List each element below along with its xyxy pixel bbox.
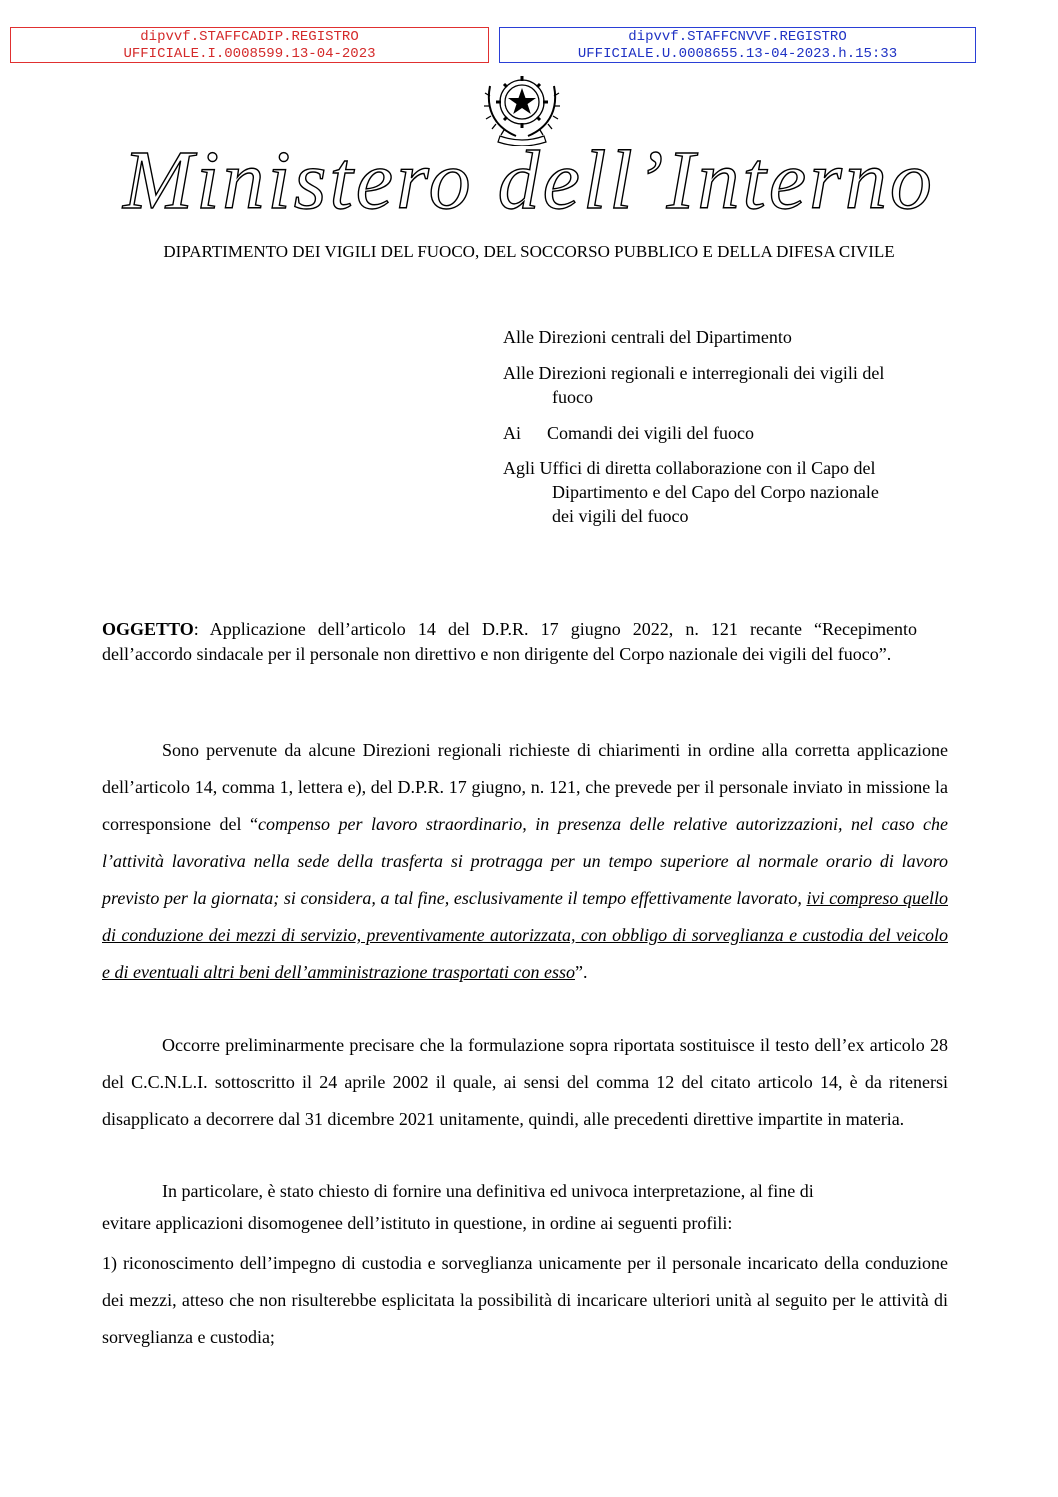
subject-label: OGGETTO <box>102 619 194 639</box>
addressee-direct-offices: Agli Uffici di diretta collaborazione con il Capo del Dipartimento e del Capo del Corpo nazionale dei vigili del fuoco <box>503 458 879 526</box>
subject-text: : Applicazione dell’articolo 14 del D.P.R. 17 giugno 2022, n. 121 recante “Recepimento dell’accordo sindacale per il personale non direttivo e non dirigente del Corpo nazionale dei vigili del fuoco”. <box>102 619 917 664</box>
paragraph-4-list-item-1: 1) riconoscimento dell’impegno di custodia e sorveglianza unicamente per il personale incaricato della conduzione dei mezzi, atteso che non risulterebbe esplicitata la possibilità di incaricare ulteriori unità al seguito per le attività di sorveglianza e custodia; <box>102 1253 948 1347</box>
addressee-fire-commands: Ai Comandi dei vigili del fuoco <box>503 423 754 443</box>
addressee-central-directorates: Alle Direzioni centrali del Dipartimento <box>503 327 792 347</box>
paragraph-2: Occorre preliminarmente precisare che la formulazione sopra riportata sostituisce il testo dell’ex articolo 28 del C.C.N.L.I. sottoscritto il 24 aprile 2002 il quale, ai sensi del comma 12 del citato articolo 14, è da ritenersi disapplicato a decorrere dal 31 dicembre 2021 unitamente, quindi, alle precedenti direttive impartite in materia. <box>102 1035 948 1129</box>
paragraph-1: Sono pervenute da alcune Direzioni regionali richieste di chiarimenti in ordine alla corretta applicazione dell’articolo 14, comma 1, lettera e), del D.P.R. 17 giugno, n. 121, che prevede per il personale inviato in missione la corresponsione del “compenso per lavoro straordinario, in presenza delle relative autorizzazioni, nel caso che l’attività lavorativa nella sede della trasferta si protragga per un tempo superiore al normale orario di lavoro previsto per la giornata; si considera, a tal fine, esclusivamente il tempo effettivamente lavorato, ivi compreso quello di conduzione dei mezzi di servizio, preventivamente autorizzata, con obbligo di sorveglianza e custodia del veicolo e di eventuali altri beni dell’amministrazione trasportati con esso”. <box>102 740 949 982</box>
addressee-regional-directorates: Alle Direzioni regionali e interregionali dei vigili del fuoco <box>503 363 885 407</box>
quoted-provision-underlined: ivi compreso quello di conduzione dei mezzi di servizio, preventivamente autorizzata, con obbligo di sorveglianza e custodia del veicolo e di eventuali altri beni dell’amministrazione trasportati con esso <box>102 888 949 982</box>
outgoing-protocol-stamp <box>499 27 976 63</box>
stamp-out-line1: dipvvf.STAFFCNVVF.REGISTRO <box>628 29 847 45</box>
paragraph-3: In particolare, è stato chiesto di fornire una definitiva ed univoca interpretazione, al fine di evitare applicazioni disomogenee dell’istituto in questione, in ordine ai seguenti profili: <box>102 1181 814 1233</box>
incoming-protocol-stamp <box>10 27 489 63</box>
quoted-provision: compenso per lavoro straordinario, in presenza delle relative autorizzazioni, nel caso che l’attività lavorativa nella sede della trasferta si protragga per un tempo superiore al normale orario di lavoro previsto per la giornata; si considera, a tal fine, esclusivamente il tempo effettivamente lavorato, <box>102 814 948 908</box>
stamp-in-line1: dipvvf.STAFFCADIP.REGISTRO <box>140 29 359 45</box>
ministry-title: Ministero dell’Interno <box>123 134 935 227</box>
stamp-out-line2: UFFICIALE.U.0008655.13-04-2023.h.15:33 <box>577 46 898 62</box>
department-name: DIPARTIMENTO DEI VIGILI DEL FUOCO, DEL SOCCORSO PUBBLICO E DELLA DIFESA CIVILE <box>163 242 895 261</box>
stamp-in-line2: UFFICIALE.I.0008599.13-04-2023 <box>123 46 376 62</box>
subject-block <box>102 617 917 667</box>
